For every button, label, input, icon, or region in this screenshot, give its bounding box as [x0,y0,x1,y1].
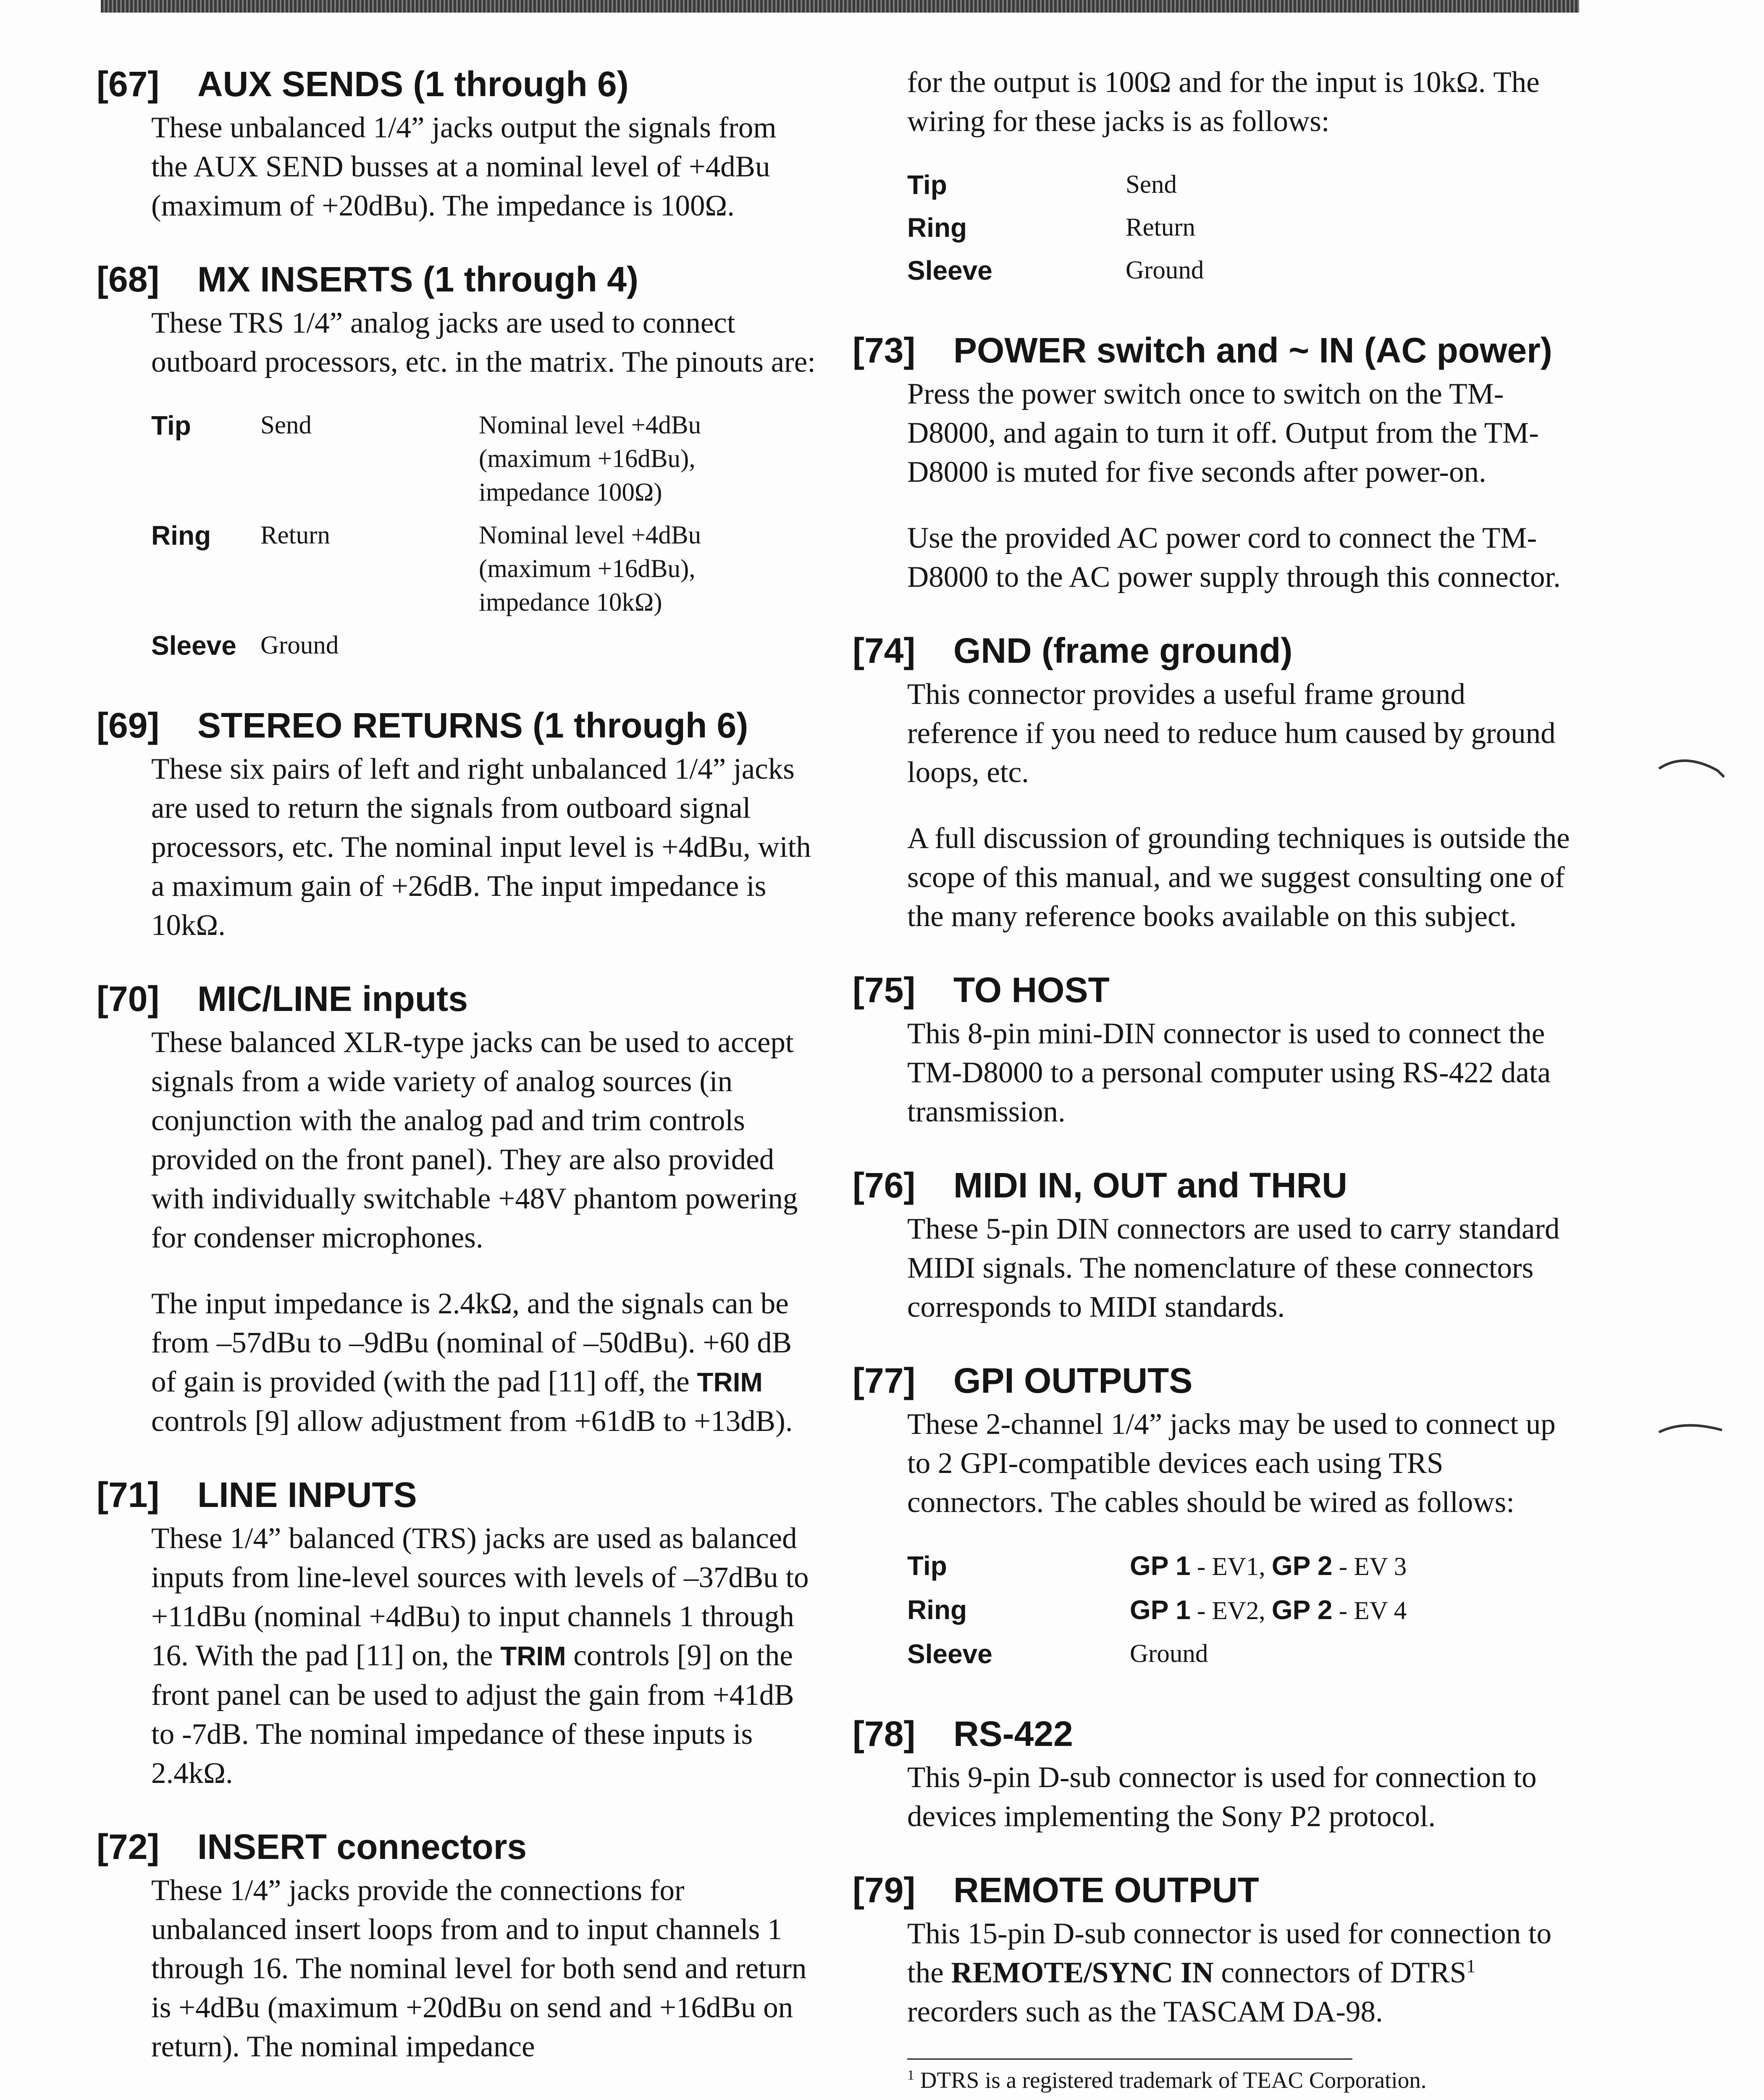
pin-name: Ring [907,213,967,243]
ev-label: - EV2, [1190,1597,1272,1625]
gp-label: GP 1 [1130,1595,1191,1625]
section-79 [853,1869,1575,2095]
section-heading [853,1869,1575,1911]
trim-label: TRIM [697,1367,763,1397]
paragraph: This 8-pin mini-DIN connector is used to connect the TM-D8000 to a personal computer using RS-422 data transmission. [907,1017,1551,1128]
left-column [97,63,819,2099]
pinout-row [151,519,798,629]
pin-note [479,629,798,672]
pin-name: Sleeve [907,255,992,286]
section-title: TO HOST [953,970,1110,1010]
footnote-text: DTRS is a registered trademark of TEAC Corporation. [914,2067,1427,2093]
section-72-continued [853,63,1575,297]
pinout-row [907,1593,1407,1637]
pinout-table [151,409,798,672]
section-title: MIDI IN, OUT and THRU [953,1166,1347,1205]
footnote-ref: 1 [1466,1956,1476,1977]
paragraph: These balanced XLR-type jacks can be used to accept signals from a wide variety of analog sources (in conjunction with the analog pad and trim controls provided on the front panel). They are also provided with individually switchable +48V phantom powering for condenser microphones. [151,1026,798,1254]
top-edge-bar [101,0,1579,13]
section-number: [72] [97,1827,160,1866]
text-run: controls [9] on the front panel can be used to adjust the gain from +41dB to -7dB. The nominal impedance of these inputs is 2.4kΩ. [151,1639,794,1790]
section-heading [97,978,819,1020]
text-run: This 15-pin D-sub connector is used for connection to the [907,1917,1552,1989]
paragraph: This 9-pin D-sub connector is used for connection to devices implementing the Sony P2 protocol. [907,1761,1537,1833]
section-number: [75] [853,970,916,1010]
section-heading [97,63,819,105]
right-column [853,63,1575,2100]
gp-label: GP 2 [1271,1595,1333,1625]
pin-name: Ring [907,1595,967,1625]
paragraph: These 1/4” jacks provide the connections for unbalanced insert loops from and to input channels 1 through 16. The nominal level for both send and return is +4dBu (maximum +20dBu on send and +16dBu on return). The nominal impedance [151,1874,807,2063]
text-run: connectors of DTRS [1213,1956,1467,1989]
pin-value: Return [260,521,331,549]
pinout-row [907,1637,1407,1680]
section-heading [97,1474,819,1516]
section-title: GPI OUTPUTS [953,1361,1193,1400]
section-title: MX INSERTS (1 through 4) [197,260,638,299]
pin-name: Tip [907,1551,947,1581]
paragraph: This connector provides a useful frame ground reference if you need to reduce hum caused by ground loops, etc. [907,678,1556,789]
text-run: These 1/4” balanced (TRS) jacks are used as balanced inputs from line-level sources with levels of –37dBu to +11dBu (nominal +4dBu) to input channels 1 through 16. With the pad [11] on, the [151,1522,809,1672]
text-run: controls [9] allow adjustment from +61dB to +13dB). [151,1405,793,1438]
section-number: [69] [97,706,160,745]
section-75 [853,969,1575,1131]
pinout-row [907,211,1204,254]
pin-value [1130,1593,1407,1637]
section-77 [853,1360,1575,1680]
pin-note: Nominal level +4dBu (maximum +16dBu), impedance 10kΩ) [479,521,701,617]
ev-label: - EV 4 [1332,1597,1407,1625]
section-number: [77] [853,1361,916,1400]
pin-note: Nominal level +4dBu (maximum +16dBu), impedance 100Ω) [479,411,701,507]
text-run: The input impedance is 2.4kΩ, and the signals can be from –57dBu to –9dBu (nominal of –50dBu). +60 dB of gain is provided (with the pad [11] off, the [151,1287,792,1398]
section-number: [78] [853,1714,916,1754]
section-72 [97,1826,819,2066]
paragraph: for the output is 100Ω and for the input is 10kΩ. The wiring for these jacks is as follows: [907,66,1540,138]
section-title: LINE INPUTS [197,1475,417,1515]
section-heading [853,329,1575,371]
section-67 [97,63,819,226]
wiring-table [907,168,1204,297]
pinout-row [151,629,798,672]
section-heading [97,258,819,300]
section-title: POWER switch and ~ IN (AC power) [953,331,1552,370]
pinout-row [151,409,798,519]
ev-label: - EV 3 [1332,1553,1407,1581]
remote-sync-label: REMOTE/SYNC IN [951,1956,1214,1989]
section-heading [853,969,1575,1011]
section-title: REMOTE OUTPUT [953,1870,1259,1910]
section-number: [74] [853,631,916,670]
section-number: [76] [853,1166,916,1205]
paragraph: These 2-channel 1/4” jacks may be used to connect up to 2 GPI-compatible devices each using TRS connectors. The cables should be wired as follows: [907,1408,1556,1519]
footnote-rule [907,2058,1352,2060]
section-heading [853,1713,1575,1755]
binding-mark [1655,752,1730,785]
section-number: [73] [853,331,916,370]
section-70 [97,978,819,1441]
paragraph: These TRS 1/4” analog jacks are used to connect outboard processors, etc. in the matrix. The pinouts are: [151,307,816,378]
pin-value [1130,1549,1407,1593]
trim-label: TRIM [500,1641,566,1671]
gp-label: GP 2 [1271,1551,1333,1581]
section-title: STEREO RETURNS (1 through 6) [197,706,748,745]
gp-label: GP 1 [1130,1551,1191,1581]
section-number: [67] [97,64,160,104]
section-title: MIC/LINE inputs [197,979,468,1018]
section-heading [853,1360,1575,1402]
paragraph: Press the power switch once to switch on the TM-D8000, and again to turn it off. Output from the TM-D8000 is muted for five seconds after power-on. [907,378,1539,488]
footnote [907,2066,1575,2095]
paragraph: Use the provided AC power cord to connect the TM-D8000 to the AC power supply through this connector. [907,522,1561,593]
section-heading [853,1164,1575,1206]
section-title: GND (frame ground) [953,631,1293,670]
pin-name: Sleeve [151,630,236,661]
paragraph [907,1914,1575,2032]
paragraph: These 5-pin DIN connectors are used to carry standard MIDI signals. The nomenclature of these connectors corresponds to MIDI standards. [907,1213,1560,1323]
section-number: [70] [97,979,160,1018]
section-heading [853,630,1575,672]
section-74 [853,630,1575,936]
pin-name: Ring [151,520,211,551]
pin-value: Ground [1130,1640,1208,1668]
section-number: [79] [853,1870,916,1910]
section-68 [97,258,819,672]
ev-label: - EV1, [1190,1553,1272,1581]
section-heading [97,1826,819,1868]
section-69 [97,704,819,945]
pin-name: Sleeve [907,1639,992,1669]
section-73 [853,329,1575,597]
pin-name: Tip [907,170,947,200]
pinout-row [907,168,1204,211]
pin-value: Send [1126,171,1177,199]
section-heading [97,704,819,746]
pin-value: Return [1126,213,1196,242]
paragraph [151,1519,819,1793]
pin-value: Send [260,411,312,439]
pinout-row [907,254,1204,297]
binding-mark [1655,1415,1730,1441]
paragraph [151,1284,819,1441]
section-title: RS-422 [953,1714,1073,1754]
paragraph: These six pairs of left and right unbalanced 1/4” jacks are used to return the signals from outboard signal processors, etc. The nominal input level is +4dBu, with a maximum gain of +26dB. The input impedance is 10kΩ. [151,753,811,942]
paragraph: These unbalanced 1/4” jacks output the signals from the AUX SEND busses at a nominal level of +4dBu (maximum of +20dBu). The impedance is 100Ω. [151,111,777,222]
footnote-mark: 1 [907,2067,915,2083]
pin-name: Tip [151,410,191,441]
paragraph: A full discussion of grounding techniques is outside the scope of this manual, and we suggest consulting one of the many reference books available on this subject. [907,822,1570,933]
pinout-row [907,1549,1407,1593]
section-78 [853,1713,1575,1836]
section-title: AUX SENDS (1 through 6) [197,64,629,104]
gpi-wiring-table [907,1549,1407,1680]
section-title: INSERT connectors [197,1827,527,1866]
section-number: [71] [97,1475,160,1515]
pin-value: Ground [1126,256,1204,284]
text-run: recorders such as the TASCAM DA-98. [907,1995,1383,2028]
pin-value: Ground [260,631,339,659]
section-76 [853,1164,1575,1327]
section-71 [97,1474,819,1793]
section-number: [68] [97,260,160,299]
